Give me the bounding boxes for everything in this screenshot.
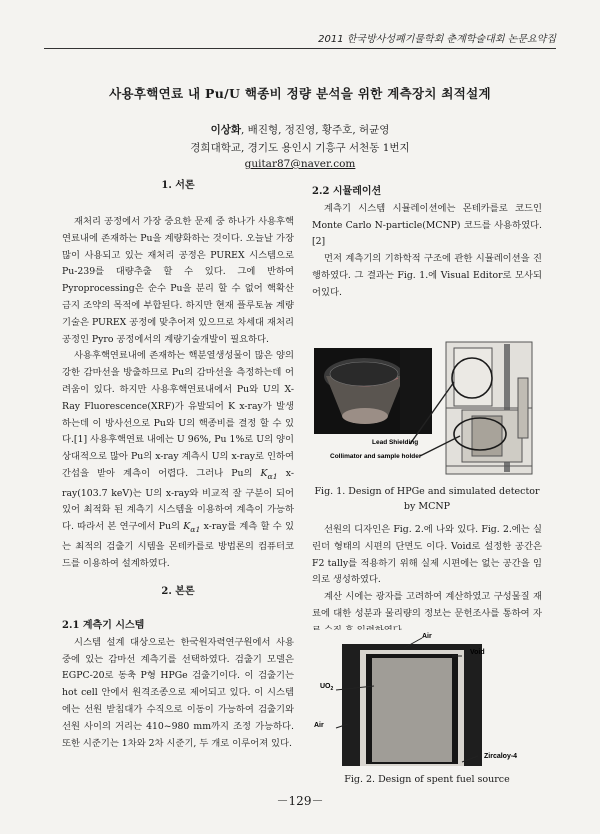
fig2-label-air-left: Air [314, 722, 324, 729]
k-alpha-symbol: $K_{\alpha 1}$ [260, 467, 278, 481]
detector-schematic [446, 342, 532, 474]
simulation-text-block-2 [312, 522, 542, 640]
page-number: －129－ [276, 794, 324, 808]
figure-1-caption: Fig. 1. Design of HPGe and simulated detector by MCNP [314, 486, 540, 512]
email-link[interactable]: guitar87@naver.com [244, 158, 356, 170]
author-list [0, 122, 600, 137]
k-alpha-symbol-2: $K_{\alpha 1}$ [183, 521, 201, 535]
intro-heading-block [62, 178, 294, 195]
running-header: 2011 한국방사성폐기물학회 춘계학술대회 논문요약집 [318, 34, 556, 45]
uo2-fuel [372, 658, 452, 762]
intro-p2-part-b: x-ray(103.7 keV)는 U의 x-ray와 비교적 잘 구분이 되어있어 최적화 된 계측기 시스템을 이용하여 계측이 가능하다. 따라서 본 연구에서 Pu의 [62, 467, 294, 533]
intro-p2-part-c: x-ray를 계측 할 수 있는 최적의 검출기 시템을 몬테카를로 방법론의 컴퓨터코드를 이용하여 설계하였다. [62, 521, 294, 569]
subsection-2-1-block [62, 618, 294, 752]
fig1-label-lead: Lead Shielding [372, 439, 419, 446]
figure-2-caption: Fig. 2. Design of spent fuel source [344, 774, 510, 785]
intro-p2-part-a: 사용후핵연료내에 존재하는 핵분열생성물이 많은 양의 강한 감마선을 방출하므로 Pu의 감마선을 측정하는데 어려움이 있다. 하지만 사용후핵연료내에서 Pu와 U의 X-Ray Fluorescence(XRF)가 유발되어 K x-ray가 발생하는데 이 방사선으로 Pu와 U의 핵종비를 결정 할 수 있다.[1] 사용후핵연료 내에는 U 96%, Pu 1%로 U의 양이 상대적으로 많아 Pu의 x-ray 계측시 U의 x-ray로 인하여 간섭을 받아 계측이 어렵다. 그러나 Pu의 [62, 350, 294, 479]
fig2-label-zircaloy: Zircaloy-4 [484, 753, 518, 760]
render-3d-view [314, 348, 432, 434]
simulation-paragraph-3: 선원의 디자인은 Fig. 2.에 나와 있다. Fig. 2.에는 실린더 형태의 시편의 단면도 이다. Void로 설정한 공간은 F2 tally를 적용하기 위해 실제 시편에는 없는 공간을 임의로 생성하였다. [312, 524, 542, 586]
fig2-label-uo2: $UO_2$ [320, 683, 334, 692]
section-heading-intro: 1. 서론 [161, 180, 195, 191]
paper-title: 사용후핵연료 내 Pu/U 핵종비 정량 분석을 위한 계측장치 최적설계 [109, 86, 491, 101]
section-heading-body: 2. 본론 [161, 586, 195, 597]
subsection-heading-2-1: 2.1 계측기 시스템 [62, 620, 145, 631]
co-authors: , 배진형, 정진영, 황주호, 허균영 [241, 124, 390, 136]
lead-author: 이상화 [210, 124, 241, 136]
subsection-2-1-paragraph: 시스템 설계 대상으로는 한국원자력연구원에서 사용 중에 있는 감마선 계측기를 선택하였다. 검출기 모델은 EGPC-20로 동축 P형 HPGe 검출기이다. 이 검출기는 hot cell 안에서 원격조종으로 제어되고 있다. 이 시스템에는 선원 받침대가 수직으로 이동이 가능하여 검출기와 선원 사이의 거리는 410~980 mm까지 조정 가능하다. 또한 시준기는 1차와 2차 시준기, 두 개로 이루어져 있다. [62, 636, 294, 749]
simulation-paragraph-1: 계측기 시스템 시뮬레이션에는 몬테카를로 코드인 Monte Carlo N-particle(MCNP) 코드를 사용하였다.[2] [312, 202, 542, 248]
intro-paragraph-2 [62, 348, 294, 572]
intro-text-block [62, 214, 294, 572]
intro-paragraph-1: 재처리 공정에서 가장 중요한 문제 중 하나가 사용후핵연료내에 존재하는 Pu을 계량화하는 것이다. 오늘날 가장 많이 사용되고 있는 재처리 공정은 PUREX 시스템으로 Pu-239를 대량추출 할 수 있다. 그에 반하여 Pyroprocessing은 순수 Pu을 분리 할 수 없어 핵확산 금지 조약의 목적에 부합된다. 하지만 현재 플루토늄 계량기술은 PUREX 공정에 맞추어져 있으므로 차세대 재처리 공정인 Pyro 공정에서의 계량기술개발이 필요하다. [62, 216, 294, 345]
figure-1-detector-design [312, 338, 542, 478]
affiliation: 경희대학교, 경기도 용인시 기흥구 서천동 1번지 [190, 142, 410, 154]
simulation-paragraph-2: 먼저 계측기의 기하학적 구조에 관한 시뮬레이션을 진행하였다. 그 결과는 Fig. 1.에 Visual Editor로 모사되어있다. [312, 253, 542, 298]
body-heading-block [62, 584, 294, 601]
fig2-label-void: Void [470, 649, 485, 656]
subsection-2-2-block [312, 184, 542, 302]
fig2-label-air-top: Air [422, 633, 432, 640]
header-rule [44, 48, 556, 49]
fig1-label-collimator: Collimator and sample holder [330, 453, 422, 460]
simulation-paragraph-4: 계산 시에는 광자를 고려하여 계산하였고 구성물질 재료에 대한 성분과 물리량의 정보는 문헌조사를 통하여 자 [312, 591, 542, 619]
figure-2-fuel-source [312, 630, 542, 770]
subsection-heading-2-2: 2.2 시뮬레이션 [312, 186, 382, 197]
